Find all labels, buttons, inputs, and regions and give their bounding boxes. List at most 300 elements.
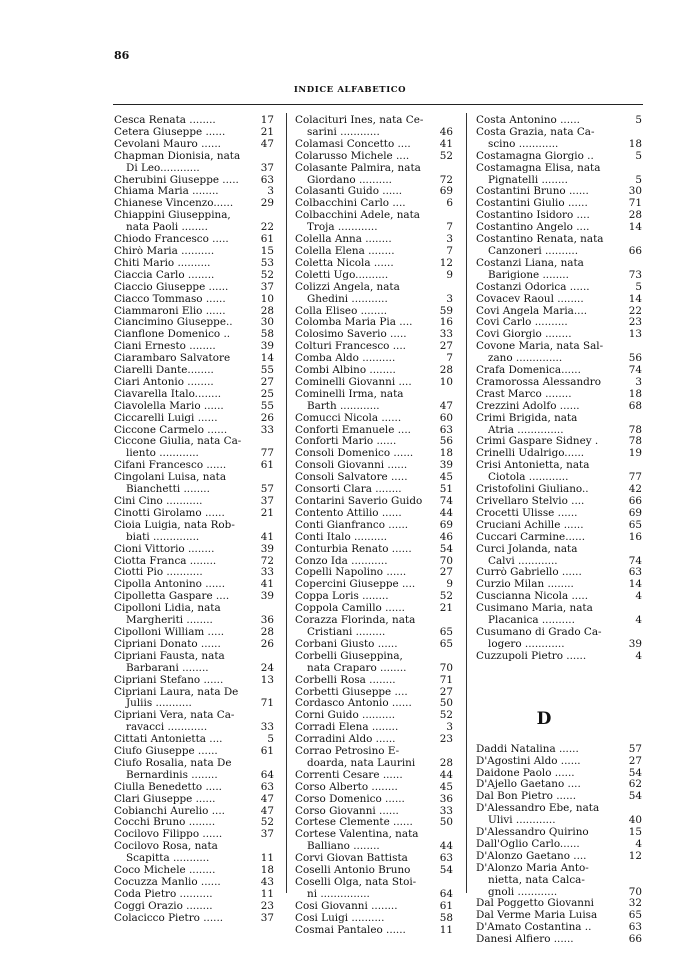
entry-name-line: Coletta Nicola ...... (295, 257, 394, 269)
index-entry (114, 829, 274, 841)
index-entry (114, 306, 274, 318)
index-entry (114, 520, 274, 544)
index-entry (295, 734, 453, 746)
entry-page-number: 39 (260, 542, 274, 555)
entry-page-number: 61 (439, 899, 453, 912)
entry-page-number: 59 (439, 304, 453, 317)
entry-name-line: Cipolletta Gaspare .... (114, 591, 230, 603)
entry-page-number: 26 (260, 637, 274, 650)
entry-name-line: Ciccone Giulia, nata Ca- (114, 436, 242, 448)
entry-page-number: 40 (628, 814, 642, 827)
entry-name-line: Ciammaroni Elio ...... (114, 305, 226, 317)
entry-page-number: 47 (260, 137, 274, 150)
entry-page-number: 18 (260, 864, 274, 877)
entry-page-number: 58 (439, 911, 453, 924)
entry-page-number: 26 (260, 411, 274, 424)
entry-name-line: Cusimano Maria, nata (476, 603, 593, 615)
index-entry (476, 234, 642, 258)
entry-name-line: Ciotola ............ (488, 472, 569, 484)
index-entry (476, 934, 642, 946)
entry-name-line: Cinotti Girolamo ...... (114, 507, 225, 519)
entry-name-line: liento ............ (126, 448, 199, 460)
index-entry (476, 603, 642, 627)
index-entry (476, 198, 642, 210)
index-entry (114, 341, 274, 353)
entry-page-number: 3 (446, 233, 453, 246)
index-entry (295, 603, 453, 615)
entry-page-number: 11 (260, 887, 274, 900)
entry-name-line: Cherubini Giuseppe ..... (114, 174, 239, 186)
entry-page-number: 52 (439, 149, 453, 162)
index-entry (295, 865, 453, 877)
entry-name-line: Chiappini Giuseppina, (114, 210, 231, 222)
entry-name-line: Atria .............. (488, 424, 564, 436)
entry-name-line: Di Leo............ (126, 162, 200, 174)
entry-name-line: Coppa Loris ........ (295, 591, 389, 603)
entry-name-line: Conti Italo .......... (295, 531, 388, 543)
index-entry (295, 698, 453, 710)
entry-page-number: 58 (260, 328, 274, 341)
index-entry (114, 579, 274, 591)
entry-page-number: 70 (439, 661, 453, 674)
entry-name-line: Barbarani ........ (126, 662, 209, 674)
entry-name-line: D'Amato Costantina .. (476, 922, 592, 934)
entry-name-line: Dal Poggetto Giovanni (476, 898, 594, 910)
entry-page-number: 56 (628, 352, 642, 365)
entry-page-number: 77 (628, 471, 642, 484)
entry-name-line: Conforti Mario ...... (295, 436, 397, 448)
index-entry (295, 579, 453, 591)
entry-page-number: 61 (260, 459, 274, 472)
section-letter: D (536, 708, 552, 729)
entry-page-number: 3 (267, 185, 274, 198)
index-entry (295, 115, 453, 139)
entry-name-line: Cuccari Carmine...... (476, 531, 586, 543)
entry-name-line: Cini Cino ........... (114, 496, 203, 507)
index-entry (114, 865, 274, 877)
index-entry (476, 413, 642, 437)
entry-name-line: Costamagna Giorgio .. (476, 150, 594, 162)
entry-page-number: 47 (439, 399, 453, 412)
entry-page-number: 54 (439, 542, 453, 555)
entry-name-line: Ciarelli Dante........ (114, 365, 214, 377)
index-entry (476, 341, 642, 365)
entry-page-number: 55 (260, 399, 274, 412)
entry-name-line: Crinelli Udalrigo...... (476, 448, 585, 460)
index-entry (295, 329, 453, 341)
entry-name-line: Consoli Domenico ...... (295, 448, 414, 460)
entry-page-number: 74 (439, 495, 453, 507)
entry-page-number: 28 (628, 209, 642, 222)
entry-name-line: Ciacco Tommaso ...... (114, 293, 226, 305)
entry-page-number: 33 (260, 566, 274, 579)
entry-page-number: 3 (446, 292, 453, 305)
entry-name-line: Cipolloni Lidia, nata (114, 603, 221, 615)
entry-name-line: Cobianchi Aurelio .... (114, 805, 225, 817)
index-entry (114, 115, 274, 127)
entry-name-line: Conti Gianfranco ...... (295, 519, 409, 531)
entry-name-line: Cipriani Stefano ...... (114, 674, 224, 686)
index-entry (114, 413, 274, 425)
index-entry (114, 806, 274, 818)
entry-name-line: Clari Giuseppe ...... (114, 793, 216, 805)
index-entry (114, 496, 274, 508)
entry-page-number: 16 (439, 316, 453, 329)
index-entry (114, 282, 274, 294)
index-entry (295, 460, 453, 472)
index-entry (114, 675, 274, 687)
entry-page-number: 30 (260, 316, 274, 329)
index-entry (295, 901, 453, 913)
entry-name-line: Cruciani Achille ...... (476, 519, 584, 531)
index-entry (476, 744, 642, 756)
index-entry (114, 151, 274, 175)
entry-page-number: 4 (635, 837, 642, 850)
entry-name-line: Conzo Ida ........... (295, 555, 388, 567)
entry-page-number: 7 (446, 244, 453, 257)
entry-page-number: 27 (439, 340, 453, 353)
entry-name-line: Costanzi Odorica ...... (476, 281, 590, 293)
entry-name-line: biati .............. (126, 531, 200, 543)
index-entry (114, 210, 274, 234)
entry-name-line: Cifani Francesco ...... (114, 460, 227, 472)
entry-name-line: Dal Verme Maria Luisa (476, 910, 598, 922)
entry-name-line: Corbani Giusto ...... (295, 638, 398, 650)
entry-name-line: Cocilovo Rosa, nata (114, 841, 218, 853)
entry-name-line: Crocetti Ulisse ...... (476, 507, 578, 519)
entry-name-line: Colomba Maria Pia .... (295, 317, 413, 329)
entry-name-line: Ciancimino Giuseppe.. (114, 317, 233, 329)
entry-name-line: Contento Attilio ...... (295, 507, 402, 519)
entry-page-number: 39 (260, 590, 274, 603)
entry-name-line: Conforti Emanuele .... (295, 424, 411, 436)
index-entry (114, 198, 274, 210)
entry-page-number: 7 (446, 352, 453, 365)
entry-name-line: Cuscianna Nicola ..... (476, 591, 589, 603)
entry-page-number: 63 (628, 566, 642, 579)
index-entry (295, 746, 453, 770)
index-entry (295, 246, 453, 258)
entry-page-number: 28 (439, 364, 453, 377)
index-entry (114, 246, 274, 258)
entry-name-line: Colla Eliseo ........ (295, 305, 388, 317)
index-entry (476, 151, 642, 163)
entry-name-line: Giordano .......... (307, 174, 392, 186)
index-entry (114, 556, 274, 568)
entry-page-number: 64 (439, 887, 453, 900)
entry-page-number: 33 (260, 423, 274, 436)
entry-name-line: D'Alonzo Maria Anto- (476, 862, 589, 874)
entry-name-line: Danesi Alfiero ...... (476, 934, 574, 946)
index-entry (295, 794, 453, 806)
index-entry (114, 627, 274, 639)
entry-page-number: 71 (260, 697, 274, 710)
entry-name-line: Coggi Orazio ........ (114, 900, 213, 912)
entry-name-line: scino ............ (488, 138, 559, 150)
entry-page-number: 41 (260, 530, 274, 543)
index-entry (114, 758, 274, 782)
entry-name-line: Troja ............ (307, 222, 378, 234)
index-entry (476, 115, 642, 127)
entry-name-line: Ghedini ........... (307, 293, 388, 305)
entry-name-line: Corso Alberto ........ (295, 781, 398, 793)
entry-name-line: Costa Grazia, nata Ca- (476, 126, 595, 138)
running-head: INDICE ALFABETICO (293, 85, 407, 95)
entry-name-line: Ciavolella Mario ...... (114, 400, 224, 412)
entry-page-number: 5 (267, 733, 274, 746)
index-entry (295, 591, 453, 603)
entry-page-number: 43 (260, 876, 274, 888)
entry-name-line: Combi Albino ........ (295, 365, 396, 377)
entry-page-number: 69 (439, 185, 453, 198)
index-entry (476, 779, 642, 791)
entry-name-line: Ciufo Rosalia, nata De (114, 757, 232, 769)
entry-page-number: 16 (628, 530, 642, 543)
entry-page-number: 41 (260, 578, 274, 591)
entry-name-line: nata Craparo ........ (307, 662, 407, 674)
entry-name-line: Costantini Bruno ...... (476, 186, 589, 198)
index-entry (476, 317, 642, 329)
index-entry (114, 460, 274, 472)
entry-name-line: Daddi Natalina ...... (476, 743, 579, 755)
entry-page-number: 46 (439, 530, 453, 543)
index-entry (476, 863, 642, 899)
entry-name-line: Corbelli Giuseppina, (295, 650, 403, 662)
entry-page-number: 56 (439, 435, 453, 448)
index-entry (295, 687, 453, 699)
entry-name-line: Colbacchini Adele, nata (295, 210, 420, 222)
entry-name-line: Cuzzupoli Pietro ...... (476, 650, 587, 662)
entry-name-line: gnoli ............ (488, 886, 558, 898)
entry-name-line: Costantino Angelo .... (476, 222, 590, 234)
entry-name-line: Colbacchini Carlo .... (295, 198, 406, 210)
entry-name-line: Juliis ........... (126, 698, 192, 710)
entry-name-line: Cipriani Fausta, nata (114, 650, 225, 662)
index-entry (295, 377, 453, 389)
entry-page-number: 7 (446, 221, 453, 234)
entry-name-line: Cocuzza Manlio ...... (114, 877, 221, 888)
entry-name-line: Chirò Maria .......... (114, 245, 215, 257)
entry-page-number: 33 (439, 328, 453, 341)
entry-page-number: 63 (260, 780, 274, 793)
entry-name-line: Ciavarella Italo........ (114, 388, 222, 400)
entry-page-number: 21 (260, 506, 274, 519)
index-column-1 (114, 115, 274, 925)
entry-page-number: 21 (439, 602, 453, 615)
entry-name-line: Cosi Giovanni ........ (295, 900, 398, 912)
entry-page-number: 70 (628, 885, 642, 898)
entry-page-number: 65 (439, 625, 453, 638)
index-entry (295, 472, 453, 484)
entry-name-line: Ciarambaro Salvatore (114, 353, 231, 365)
index-entry (476, 448, 642, 460)
index-entry (295, 365, 453, 377)
entry-page-number: 57 (260, 483, 274, 496)
entry-page-number: 9 (446, 268, 453, 281)
entry-name-line: Cingolani Luisa, nata (114, 472, 227, 484)
entry-name-line: Colamasi Concetto .... (295, 138, 411, 150)
index-entry (476, 210, 642, 222)
entry-name-line: Cosmai Pantaleo ...... (295, 924, 406, 936)
entry-page-number: 22 (260, 221, 274, 234)
index-entry (476, 544, 642, 568)
entry-page-number: 15 (260, 244, 274, 257)
entry-name-line: Crast Marco ........ (476, 388, 572, 400)
index-entry (476, 756, 642, 768)
entry-name-line: Cocilovo Filippo ...... (114, 829, 223, 841)
column-divider (466, 113, 467, 893)
entry-name-line: Cipolloni William ..... (114, 626, 225, 638)
entry-page-number: 64 (260, 768, 274, 781)
entry-name-line: doarda, nata Laurini (307, 757, 416, 769)
entry-page-number: 5 (635, 149, 642, 162)
entry-name-line: Colasanti Guido ...... (295, 186, 403, 198)
index-entry (114, 175, 274, 187)
index-entry (295, 925, 453, 937)
index-entry (476, 258, 642, 282)
index-entry (476, 365, 642, 377)
entry-name-line: Corso Domenico ...... (295, 793, 405, 805)
entry-name-line: Colosimo Saverio ..... (295, 329, 407, 341)
entry-page-number: 14 (260, 352, 274, 365)
index-entry (476, 768, 642, 780)
entry-page-number: 70 (439, 554, 453, 567)
entry-page-number: 12 (439, 256, 453, 269)
entry-page-number: 37 (260, 495, 274, 507)
entry-page-number: 39 (628, 637, 642, 650)
entry-page-number: 44 (439, 768, 453, 781)
entry-page-number: 63 (260, 173, 274, 186)
entry-page-number: 5 (635, 114, 642, 126)
entry-page-number: 77 (260, 447, 274, 460)
entry-page-number: 60 (439, 411, 453, 424)
entry-name-line: Currò Gabriello ...... (476, 567, 582, 579)
entry-page-number: 37 (260, 161, 274, 174)
entry-page-number: 33 (260, 721, 274, 734)
entry-page-number: 10 (260, 292, 274, 305)
index-entry (114, 389, 274, 401)
entry-page-number: 3 (446, 721, 453, 734)
index-entry (114, 508, 274, 520)
index-entry (476, 827, 642, 839)
entry-name-line: Crezzini Adolfo ...... (476, 400, 580, 412)
entry-name-line: Chiodo Francesco ..... (114, 234, 229, 246)
index-entry (476, 651, 642, 663)
page-number: 86 (114, 49, 130, 62)
entry-name-line: Chapman Dionisia, nata (114, 150, 241, 162)
index-entry (295, 496, 453, 508)
index-entry (114, 817, 274, 829)
entry-page-number: 69 (439, 518, 453, 531)
entry-name-line: Calvi ............ (488, 555, 558, 567)
entry-page-number: 37 (260, 280, 274, 293)
entry-page-number: 23 (439, 733, 453, 746)
entry-page-number: 57 (628, 742, 642, 755)
entry-page-number: 14 (628, 221, 642, 234)
index-entry (295, 163, 453, 187)
entry-name-line: Curzio Milan ........ (476, 579, 574, 591)
entry-page-number: 23 (260, 899, 274, 912)
entry-name-line: Cominelli Giovanni .... (295, 376, 412, 388)
entry-name-line: Covacev Raoul ........ (476, 293, 584, 305)
entry-page-number: 65 (628, 518, 642, 531)
index-entry (476, 282, 642, 294)
entry-name-line: Cetera Giuseppe ...... (114, 126, 226, 138)
entry-page-number: 47 (260, 804, 274, 817)
entry-name-line: Corbetti Giuseppe .... (295, 686, 408, 698)
entry-page-number: 28 (439, 756, 453, 769)
entry-page-number: 61 (260, 745, 274, 758)
index-entry (295, 317, 453, 329)
index-entry (114, 901, 274, 913)
index-entry (295, 817, 453, 829)
index-entry (114, 794, 274, 806)
index-entry (114, 687, 274, 711)
index-entry (295, 722, 453, 734)
entry-page-number: 47 (260, 792, 274, 805)
entry-name-line: Cipriani Donato ...... (114, 638, 221, 650)
entry-page-number: 9 (446, 578, 453, 591)
entry-page-number: 72 (260, 554, 274, 567)
index-entry (295, 508, 453, 520)
entry-page-number: 50 (439, 816, 453, 829)
entry-page-number: 74 (628, 554, 642, 567)
index-entry (295, 782, 453, 794)
entry-page-number: 65 (439, 637, 453, 650)
index-entry (114, 746, 274, 758)
entry-name-line: Comucci Nicola ...... (295, 412, 402, 424)
index-entry (114, 353, 274, 365)
entry-page-number: 53 (260, 256, 274, 269)
entry-page-number: 68 (628, 399, 642, 412)
entry-name-line: Dall'Oglio Carlo...... (476, 838, 580, 850)
index-entry (295, 710, 453, 722)
entry-name-line: Consoli Giovanni ...... (295, 460, 408, 472)
entry-page-number: 12 (628, 849, 642, 862)
index-entry (114, 365, 274, 377)
entry-page-number: 5 (635, 280, 642, 293)
entry-name-line: Costantino Isidoro .... (476, 210, 590, 222)
entry-page-number: 52 (439, 709, 453, 722)
index-entry (114, 639, 274, 651)
entry-page-number: 27 (628, 754, 642, 767)
index-entry (476, 186, 642, 198)
entry-page-number: 32 (628, 897, 642, 910)
index-entry (295, 282, 453, 306)
index-column-2 (295, 115, 453, 937)
entry-name-line: Cortese Clemente ...... (295, 817, 413, 829)
entry-name-line: Cristofolini Giuliano.. (476, 484, 589, 496)
entry-page-number: 13 (628, 328, 642, 341)
index-entry (295, 556, 453, 568)
index-entry (476, 484, 642, 496)
entry-page-number: 18 (628, 387, 642, 400)
index-entry (114, 377, 274, 389)
entry-name-line: Covi Carlo .......... (476, 317, 568, 329)
entry-page-number: 29 (260, 197, 274, 210)
entry-name-line: Crisi Antonietta, nata (476, 460, 590, 472)
entry-name-line: Costanzi Liana, nata (476, 257, 584, 269)
index-entry (295, 567, 453, 579)
index-entry (114, 877, 274, 889)
entry-page-number: 14 (628, 578, 642, 591)
index-entry (114, 567, 274, 579)
entry-name-line: Copercini Giuseppe .... (295, 579, 416, 591)
entry-name-line: D'Alessandro Ebe, nata (476, 803, 600, 815)
entry-name-line: Ciccarelli Luigi ...... (114, 412, 218, 424)
entry-page-number: 65 (628, 909, 642, 922)
index-entry (476, 627, 642, 651)
